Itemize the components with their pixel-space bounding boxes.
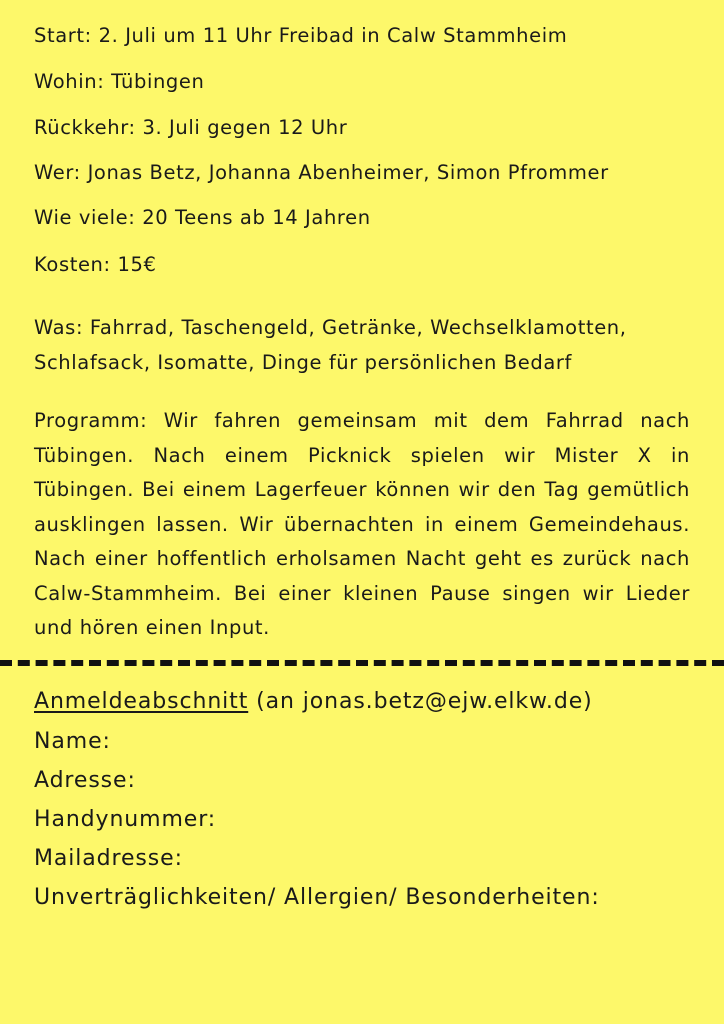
- program-description: Programm: Wir fahren gemeinsam mit dem Fahrrad nach Tübingen. Nach einem Picknick spielen wir Mister X in Tübingen. Bei einem Lagerfeuer können wir den Tag gemütlich ausklingen lassen. Wir übernachten in einem Gemeindehaus. Nach einer hoffentlich erholsamen Nacht geht es zurück nach Calw-Stammheim. Bei einer kleinen Pause singen wir Lieder und hören einen Input.: [34, 409, 690, 639]
- registration-heading: Anmeldeabschnitt: [34, 689, 249, 714]
- detail-cost: Kosten: 15€: [34, 253, 157, 276]
- field-allergies: Unverträglichkeiten/ Allergien/ Besonderheiten:: [34, 885, 600, 910]
- field-address: Adresse:: [34, 768, 136, 793]
- cut-line-divider: [0, 660, 724, 666]
- detail-destination: Wohin: Tübingen: [34, 70, 205, 93]
- detail-leaders: Wer: Jonas Betz, Johanna Abenheimer, Simon Pfrommer: [34, 161, 609, 184]
- detail-participants: Wie viele: 20 Teens ab 14 Jahren: [34, 206, 371, 229]
- detail-return: Rückkehr: 3. Juli gegen 12 Uhr: [34, 116, 348, 139]
- registration-email-note: (an jonas.betz@ejw.elkw.de): [248, 689, 593, 714]
- detail-start: Start: 2. Juli um 11 Uhr Freibad in Calw Stammheim: [34, 24, 568, 47]
- registration-heading-line: [34, 689, 593, 714]
- field-email: Mailadresse:: [34, 846, 183, 871]
- field-name: Name:: [34, 729, 111, 754]
- field-phone: Handynummer:: [34, 807, 217, 832]
- packing-list: Was: Fahrrad, Taschengeld, Getränke, Wechselklamotten, Schlafsack, Isomatte, Dinge für persönlichen Bedarf: [34, 316, 627, 374]
